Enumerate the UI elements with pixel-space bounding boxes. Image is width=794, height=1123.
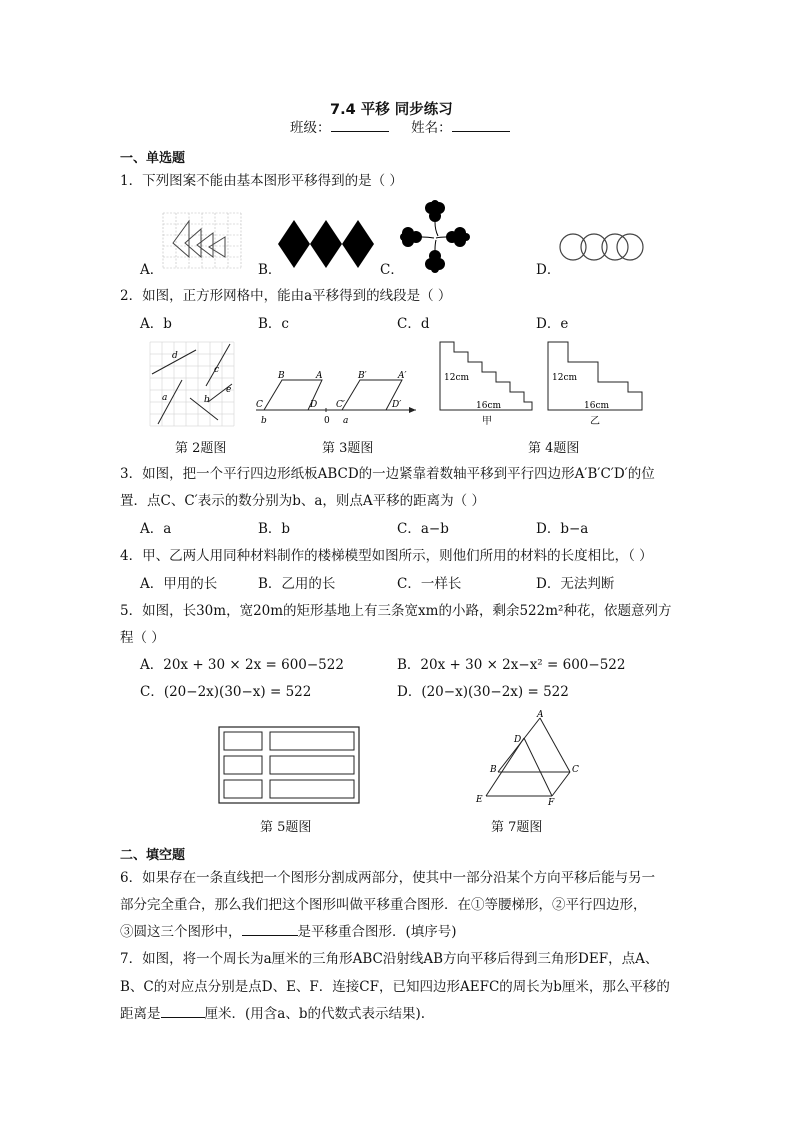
fig2-label-c: c	[214, 365, 220, 375]
q7-line-3-start: 距离是	[120, 1006, 161, 1022]
fig2-label-e: e	[226, 385, 232, 395]
fig4-right-width: 16cm	[584, 401, 610, 411]
fig3-label-zero: 0	[324, 416, 330, 426]
q3-option-a: A．a	[140, 521, 172, 537]
q2-option-d: D．e	[536, 316, 569, 332]
figure-7	[474, 710, 584, 806]
q4-option-c: C．一样长	[397, 576, 462, 592]
q6-answer-blank[interactable]	[242, 923, 298, 936]
fig3-label-b-prime: B′	[358, 371, 367, 381]
q1-option-a: A．	[140, 262, 164, 278]
q1-option-c-figure	[400, 200, 476, 274]
figure-7-caption: 第 7题图	[491, 820, 543, 835]
fig3-label-b: B	[278, 371, 285, 381]
fig3-label-c: C	[256, 400, 263, 410]
fig4-left-name: 甲	[482, 416, 492, 427]
fig7-label-f: F	[548, 798, 555, 808]
q1-option-b-figure	[278, 220, 378, 268]
q1-option-b: B．	[258, 262, 282, 278]
fig4-left-width: 16cm	[476, 401, 502, 411]
q7-line-3-end: 厘米．(用含a、b的代数式表示结果).	[204, 1006, 426, 1022]
question-5-line-1: 5．如图，长30m，宽20m的矩形基地上有三条宽xm的小路，剩余522m²种花，依题意列方	[120, 603, 672, 619]
fig3-label-d: D	[310, 400, 318, 410]
question-7-line-3	[120, 1005, 425, 1023]
q1-option-a-figure	[163, 213, 243, 269]
question-6-line-3	[120, 923, 457, 941]
q7-answer-blank[interactable]	[161, 1005, 205, 1018]
question-4-stem: 4．甲、乙两人用同种材料制作的楼梯模型如图所示，则他们所用的材料的长度相比，（ ）	[120, 548, 653, 564]
fig4-left-height: 12cm	[444, 373, 470, 383]
fig3-label-d-prime: D′	[392, 400, 402, 410]
q6-line-3-end: 是平移重合图形．(填序号)	[297, 924, 457, 940]
figure-2	[150, 342, 236, 428]
fig4-right-height: 12cm	[552, 373, 578, 383]
q2-option-b: B．c	[258, 316, 289, 332]
class-field	[290, 119, 510, 137]
question-1-stem: 1．下列图案不能由基本图形平移得到的是（ ）	[120, 173, 403, 189]
q3-option-c: C．a−b	[397, 521, 449, 537]
name-label: 姓名：	[411, 120, 452, 136]
fig2-label-b: b	[204, 395, 210, 405]
q2-option-a: A．b	[140, 316, 172, 332]
section-heading: 一、单选题	[120, 151, 186, 166]
page-title: 7.4 平移 同步练习	[330, 102, 453, 118]
q4-option-d: D．无法判断	[536, 576, 615, 592]
fig3-label-b-value: b	[261, 416, 267, 426]
q1-option-d: D．	[536, 262, 561, 278]
question-7-line-1: 7．如图，将一个周长为a厘米的三角形ABC沿射线AB方向平移后得到三角形DEF，点A、	[120, 951, 659, 967]
fig3-label-a: A	[316, 371, 323, 381]
q5-option-c: C．(20−2x)(30−x) = 522	[140, 684, 312, 700]
q6-line-3-start: ③圆这三个图形中，	[120, 924, 242, 940]
class-blank	[331, 119, 389, 132]
fig7-label-c: C	[572, 765, 579, 775]
q2-option-c: C．d	[397, 316, 430, 332]
section-heading-2: 二、填空题	[120, 848, 186, 863]
fig7-label-a: A	[537, 710, 544, 720]
fig3-label-c-prime: C′	[336, 400, 345, 410]
figure-5	[218, 726, 362, 806]
figure-3	[252, 368, 422, 428]
question-3-line-1: 3．如图，把一个平行四边形纸板ABCD的一边紧靠着数轴平移到平行四边形A′B′C′D′的位	[120, 466, 655, 482]
fig4-right-name: 乙	[590, 416, 600, 427]
fig3-label-a-value: a	[343, 416, 349, 426]
fig3-label-a-prime: A′	[398, 371, 407, 381]
question-6-line-2: 部分完全重合，那么我们把这个图形叫做平移重合图形．在①等腰梯形，②平行四边形，	[120, 897, 647, 913]
name-blank	[452, 119, 510, 132]
q1-option-d-figure	[558, 232, 644, 266]
q4-option-a: A．甲用的长	[140, 576, 218, 592]
class-label: 班级：	[290, 120, 331, 136]
q5-option-b: B．20x + 30 × 2x−x² = 600−522	[397, 657, 626, 673]
figure-4-caption: 第 4题图	[528, 441, 580, 456]
fig2-label-a: a	[162, 393, 168, 403]
q3-option-d: D．b−a	[536, 521, 589, 537]
question-6-line-1: 6．如果存在一条直线把一个图形分割成两部分，使其中一部分沿某个方向平移后能与另一	[120, 870, 656, 886]
q5-option-d: D．(20−x)(30−2x) = 522	[397, 684, 569, 700]
q3-option-b: B．b	[258, 521, 291, 537]
q5-option-a: A．20x + 30 × 2x = 600−522	[140, 657, 344, 673]
fig7-label-e: E	[476, 795, 483, 805]
fig7-label-d: D	[514, 735, 522, 745]
figure-5-caption: 第 5题图	[260, 820, 312, 835]
q1-option-c: C．	[380, 262, 404, 278]
figure-2-caption: 第 2题图	[175, 441, 227, 456]
question-3-line-2: 置．点C、C′表示的数分别为b、a，则点A平移的距离为（ ）	[120, 493, 485, 509]
question-2-stem: 2．如图，正方形网格中，能由a平移得到的线段是（ ）	[120, 288, 452, 304]
question-7-line-2: B、C的对应点分别是点D、E、F．连接CF，已知四边形AEFC的周长为b厘米，那么平移的	[120, 979, 670, 995]
figure-4	[436, 340, 646, 428]
figure-3-caption: 第 3题图	[322, 441, 374, 456]
question-5-line-2: 程（ ）	[120, 630, 165, 646]
q4-option-b: B．乙用的长	[258, 576, 336, 592]
fig2-label-d: d	[172, 351, 178, 361]
fig7-label-b: B	[490, 765, 497, 775]
